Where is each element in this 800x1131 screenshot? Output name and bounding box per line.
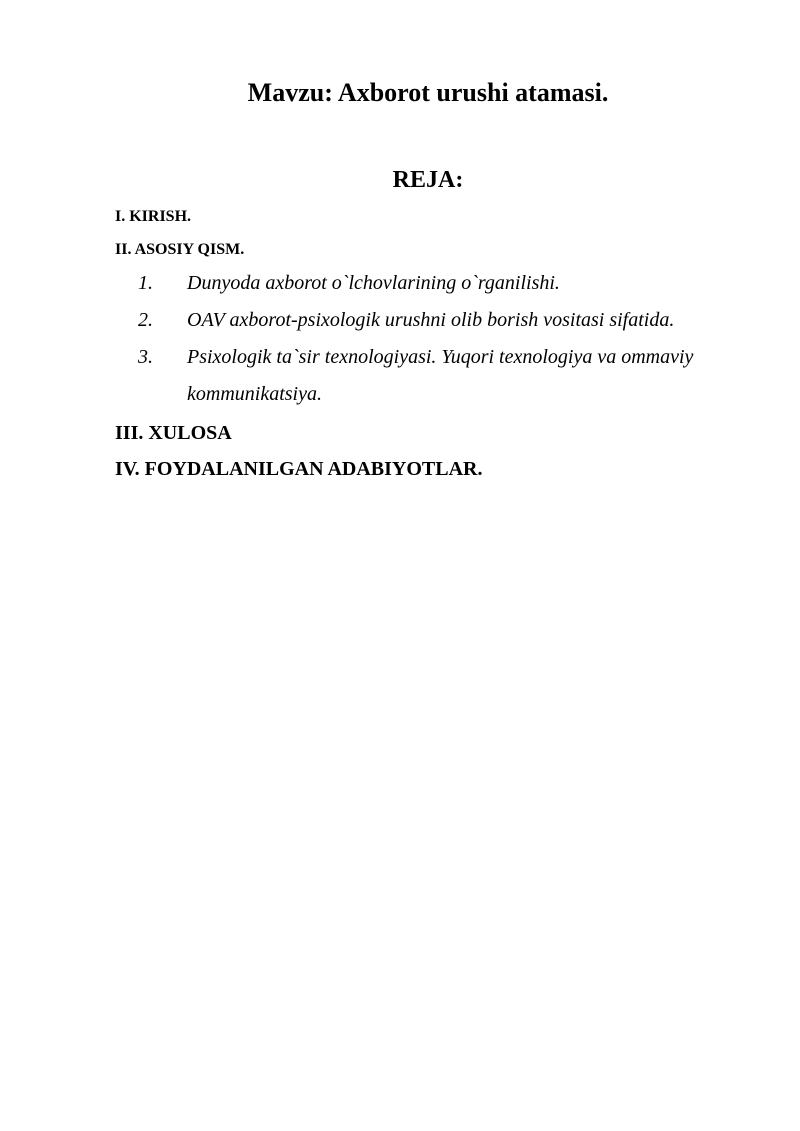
plan-item-text: Dunyoda axborot o`lchovlarining o`rganilishi. [187, 272, 560, 294]
plan-item-3 [138, 339, 758, 413]
plan-item-text: Psixologik ta`sir texnologiyasi. Yuqori texnologiya va ommaviy kommunikatsiya. [187, 346, 694, 405]
plan-item-2 [138, 302, 758, 339]
section-intro: I. KIRISH. [115, 208, 192, 225]
document-title: Mavzu: Axborot urushi atamasi. [247, 78, 609, 107]
plan-item-number: 1. [138, 272, 153, 294]
section-conclusion: III. XULOSA [115, 422, 232, 444]
plan-heading: REJA: [392, 167, 464, 193]
section-main: II. ASOSIY QISM. [115, 241, 245, 258]
plan-item-number: 2. [138, 309, 153, 331]
plan-item-text: OAV axborot-psixologik urushni olib borish vositasi sifatida. [187, 309, 675, 331]
plan-item-1 [138, 265, 758, 302]
section-references: IV. FOYDALANILGAN ADABIYOTLAR. [115, 458, 483, 480]
plan-item-number: 3. [138, 346, 153, 368]
